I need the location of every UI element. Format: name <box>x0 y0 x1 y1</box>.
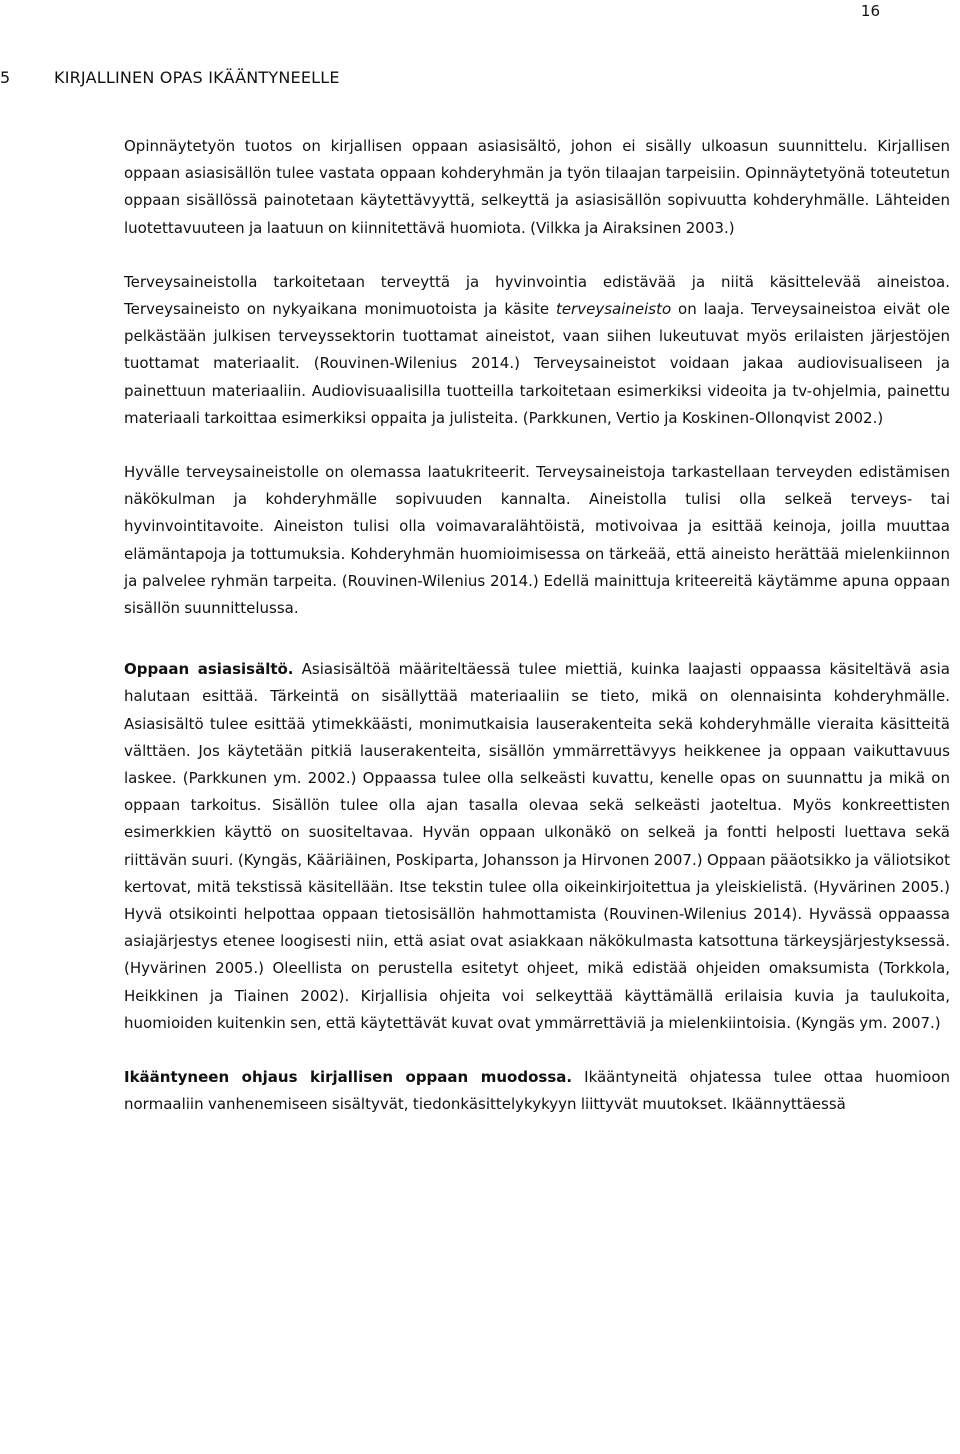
paragraph-text: Asiasisältöä määriteltäessä tulee miettiä, kuinka laajasti oppaassa käsiteltävä asia halutaan esittää. Tärkeintä on sisällyttää materiaaliin se tieto, mikä on olennaisinta kohderyhmälle. Asiasisältö tulee esittää ytimekkäästi, monimutkaisia lauserakenteita sekä kohderyhmälle vieraita käsitteitä välttäen. Jos käytetään pitkiä lauserakenteita, sisällön ymmärrettävyys heikkenee ja oppaan vaikuttavuus laskee. (Parkkunen ym. 2002.) Oppaassa tulee olla selkeästi kuvattu, kenelle opas on suunnattu ja mikä on oppaan tarkoitus. Sisällön tulee olla ajan tasalla olevaa sekä selkeästi jaoteltua. Myös konkreettisten esimerkkien käyttö on suositeltavaa. Hyvän oppaan ulkonäkö on selkeä ja fontti helposti luettava sekä riittävän suuri. (Kyngäs, Kääriäinen, Poskiparta, Johansson ja Hirvonen 2007.) Oppaan pääotsikko ja väliotsikot kertovat, mitä tekstissä käsitellään. Itse tekstin tulee olla oikeinkirjoitettua ja yleiskielistä. (Hyvärinen 2005.) Hyvä otsikointi helpottaa oppaan tietosisällön hahmottamista (Rouvinen-Wilenius 2014). Hyvässä oppaassa asiajärjestys etenee loogisesti niin, että asiat ovat asiakkaan näkökulmasta katsottuna tärkeysjärjestyksessä. (Hyvärinen 2005.) Oleellista on perustella esitetyt ohjeet, mikä edistää ohjeiden omaksumista (Torkkola, Heikkinen ja Tiainen 2002). Kirjallisia ohjeita voi selkeyttää käyttämällä erilaisia kuvia ja taulukoita, huomioiden kuitenkin sen, että käytettävät kuvat ovat ymmärrettäviä ja mielenkiintoisia. (Kyngäs ym. 2007.) <box>124 660 950 1032</box>
italic-term: terveysaineisto <box>555 300 672 319</box>
paragraph-health-material <box>124 269 950 432</box>
paragraph-text: Ikääntyneitä ohjatessa tulee ottaa huomioon normaaliin vanhenemiseen sisältyvät, tiedonkäsittelykykyyn liittyvät muutokset. Ikäännyttäessä <box>124 1068 950 1114</box>
paragraph-lead-heading: Ikääntyneen ohjaus kirjallisen oppaan muodossa. <box>124 1068 573 1087</box>
paragraph-elderly-guidance <box>124 1064 950 1118</box>
paragraph-intro: Opinnäytetyön tuotos on kirjallisen oppaan asiasisältö, johon ei sisälly ulkoasun suunnittelu. Kirjallisen oppaan asiasisällön tulee vastata oppaan kohderyhmän ja työn tilaajan tarpeisiin. Opinnäytetyönä toteutetun oppaan sisällössä painotetaan käytettävyyttä, selkeyttä ja asiasisällön sopivuutta kohderyhmälle. Lähteiden luotettavuuteen ja laatuun on kiinnitettävä huomiota. (Vilkka ja Airaksinen 2003.) <box>124 137 950 237</box>
chapter-number: 5 <box>0 68 11 87</box>
paragraph-lead-heading: Oppaan asiasisältö. <box>124 660 294 679</box>
body-text <box>124 133 950 1119</box>
paragraph-guide-content <box>124 656 950 1037</box>
chapter-heading <box>0 68 340 87</box>
paragraph-text: on laaja. Terveysaineistoa eivät ole pelkästään julkisen terveyssektorin tuottamat aineistot, vaan siihen lukeutuvat myös erilaisten järjestöjen tuottamat materiaalit. (Rouvinen-Wilenius 2014.) Terveysaineistot voidaan jakaa audiovisualiseen ja painettuun materiaaliin. Audiovisuaalisilla tuotteilla tarkoitetaan esimerkiksi videoita ja tv-ohjelmia, painettu materiaali tarkoittaa esimerkiksi oppaita ja julisteita. (Parkkunen, Vertio ja Koskinen-Ollonqvist 2002.) <box>124 300 950 427</box>
page-number: 16 <box>860 2 880 20</box>
paragraph-text: Terveysaineistolla tarkoitetaan terveyttä ja hyvinvointia edistävää ja niitä käsittelevää aineistoa. Terveysaineisto on nykyaikana monimuotoista ja käsite <box>124 272 950 319</box>
paragraph-quality-criteria: Hyvälle terveysaineistolle on olemassa laatukriteerit. Terveysaineistoja tarkastellaan terveyden edistämisen näkökulman ja kohderyhmälle sopivuuden kannalta. Aineistolla tulisi olla selkeä terveys- tai hyvinvointitavoite. Aineiston tulisi olla voimavaralähtöistä, motivoivaa ja esittää keinoja, joilla muuttaa elämäntapoja ja tottumuksia. Kohderyhmän huomioimisessa on tärkeää, että aineisto herättää mielenkiinnon ja palvelee ryhmän tarpeita. (Rouvinen-Wilenius 2014.) Edellä mainittuja kriteereitä käytämme apuna oppaan sisällön suunnittelussa. <box>124 463 950 618</box>
chapter-title: KIRJALLINEN OPAS IKÄÄNTYNEELLE <box>54 68 340 87</box>
